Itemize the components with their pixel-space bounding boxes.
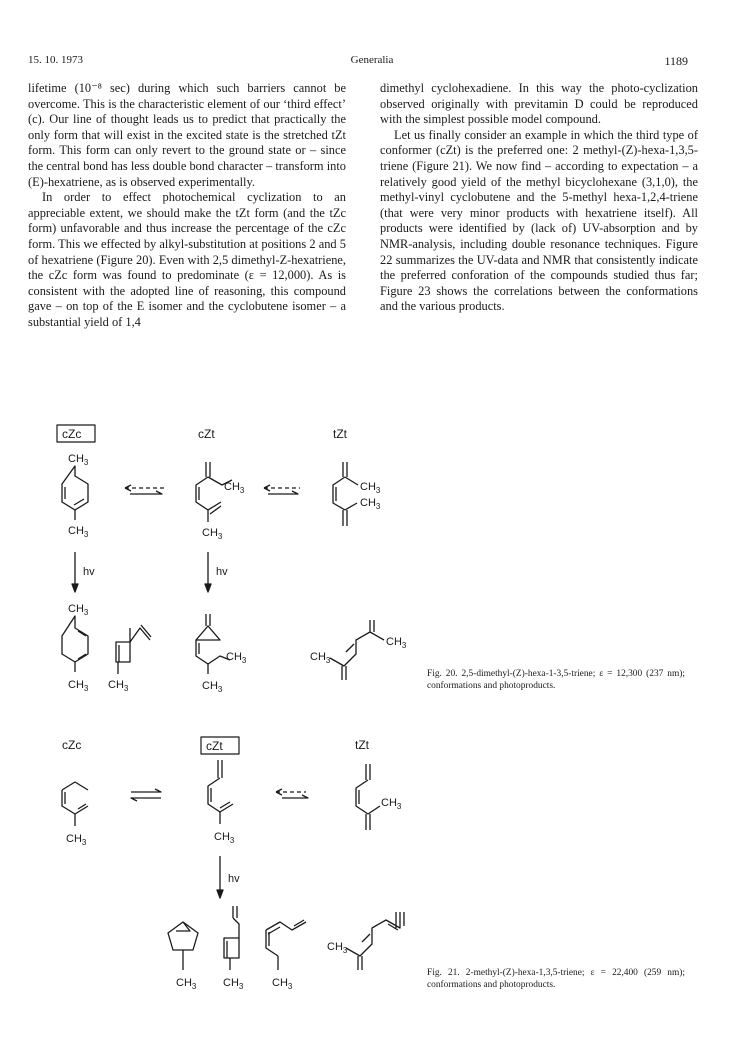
- label-czt: cZt: [206, 739, 223, 753]
- ch3-label: $CH_3$: [310, 651, 331, 665]
- label-tzt: tZt: [333, 427, 347, 441]
- ch3-label: $CH_3$: [68, 679, 89, 693]
- label-czc: cZc: [62, 427, 82, 441]
- ch3-label: $CH_3$: [66, 833, 87, 847]
- ch3-label: $CH_3$: [202, 527, 223, 541]
- page-number: 1189: [664, 54, 688, 68]
- ch3-label: $CH_3$: [386, 636, 407, 650]
- ch3-label: $CH_3$: [68, 603, 89, 617]
- ch3-label: $CH_3$: [68, 525, 89, 539]
- ch3-label: $CH_3$: [176, 977, 197, 991]
- product-cyclohexadiene: [62, 603, 89, 693]
- product-cyclobutene: [108, 625, 151, 693]
- ch3-label: $CH_3$: [202, 680, 223, 694]
- figure-20-caption: Fig. 20. 2,5-dimethyl-(Z)-hexa-1-3,5-triene; ε = 12,300 (237 nm); conformations and photoproducts.: [427, 669, 685, 691]
- ch3-label: $CH_3$: [360, 497, 381, 511]
- paragraph: In order to effect photochemical cyclization to an appreciable extent, we should make the tZt form (and the tZc form) unfavorable and thus increase the percentage of the cZc form. This we effected by alkyl-substitution at positions 2 and 5 of hexatriene (Figure 20). Even with 2,5 dimethyl-Z-hexatriene, the cZc form was found to predominate (ε = 12,000). As is consistent with the adopted line of reasoning, this compound gave – on top of the E isomer and the cyclobutene isomer – a substantial yield of 1,4: [28, 190, 346, 329]
- label-tzt: tZt: [355, 738, 369, 752]
- ch3-label: $CH_3$: [224, 481, 245, 495]
- molecule-czc: [62, 453, 89, 539]
- molecule-tzt: [333, 462, 381, 526]
- equilibrium-arrow: [264, 485, 300, 494]
- hv-label: hv: [216, 566, 228, 578]
- ch3-label: $CH_3$: [108, 679, 129, 693]
- ch3-label: $CH_3$: [360, 481, 381, 495]
- product-bicyclohexene: [196, 614, 247, 694]
- figure-21-caption: Fig. 21. 2-methyl-(Z)-hexa-1,3,5-triene; ε = 22,400 (259 nm); conformations and photoproducts.: [427, 968, 685, 990]
- ch3-label: $CH_3$: [272, 977, 293, 991]
- ch3-label: $CH_3$: [68, 453, 89, 467]
- label-czt: cZt: [198, 427, 215, 441]
- molecule-czt: [196, 462, 245, 541]
- paragraph: lifetime (10⁻⁸ sec) during which such barriers cannot be overcome. This is the characteristic element of our ‘third effect’ (c). Our line of thought leads us to predict that practically the only form that will exist in the excited state is the stretched tZt form. This form can only revert to the ground state or – since the central bond has less double bond character – transform into (E)-hexatriene, as is observed experimentally.: [28, 81, 346, 189]
- equilibrium-arrow: [125, 485, 165, 494]
- ch3-label: $CH_3$: [327, 941, 348, 955]
- label-czc: cZc: [62, 738, 82, 752]
- product-e-hexatriene: [310, 620, 407, 680]
- hv-label: hv: [83, 566, 95, 578]
- hv-label: hv: [228, 873, 240, 885]
- ch3-label: $CH_3$: [381, 797, 402, 811]
- paragraph: Let us finally consider an example in which the third type of conformer (cZt) is the preferred one: 2 methyl-(Z)-hexa-1,3,5-triene (Figure 21). We now find – according to expectation – a relatively good yield of the methyl bicyclohexane (3,1,0), the methyl-vinyl cyclobutene and the 5-methyl hexa-1,2,4-triene (that were very minor products with hexatriene itself). All products were identified by (lack of) UV-absorption and by NMR-analysis, including double resonance techniques. Figure 22 summarizes the UV-data and NMR that consistently indicate the preferred conforation of the compounds studied thus far; Figure 23 shows the correlations between the conformations and the various products.: [380, 127, 698, 314]
- header-journal: Generalia: [350, 54, 394, 66]
- header-date: 15. 10. 1973: [28, 54, 83, 66]
- ch3-label: $CH_3$: [223, 977, 244, 991]
- ch3-label: $CH_3$: [226, 651, 247, 665]
- photolysis-arrow: [205, 552, 228, 592]
- paragraph: dimethyl cyclohexadiene. In this way the photo-cyclization observed originally with previtamin D could be reproduced with the simplest possible model compound.: [380, 81, 698, 127]
- photolysis-arrow: [72, 552, 95, 592]
- ch3-label: $CH_3$: [214, 831, 235, 845]
